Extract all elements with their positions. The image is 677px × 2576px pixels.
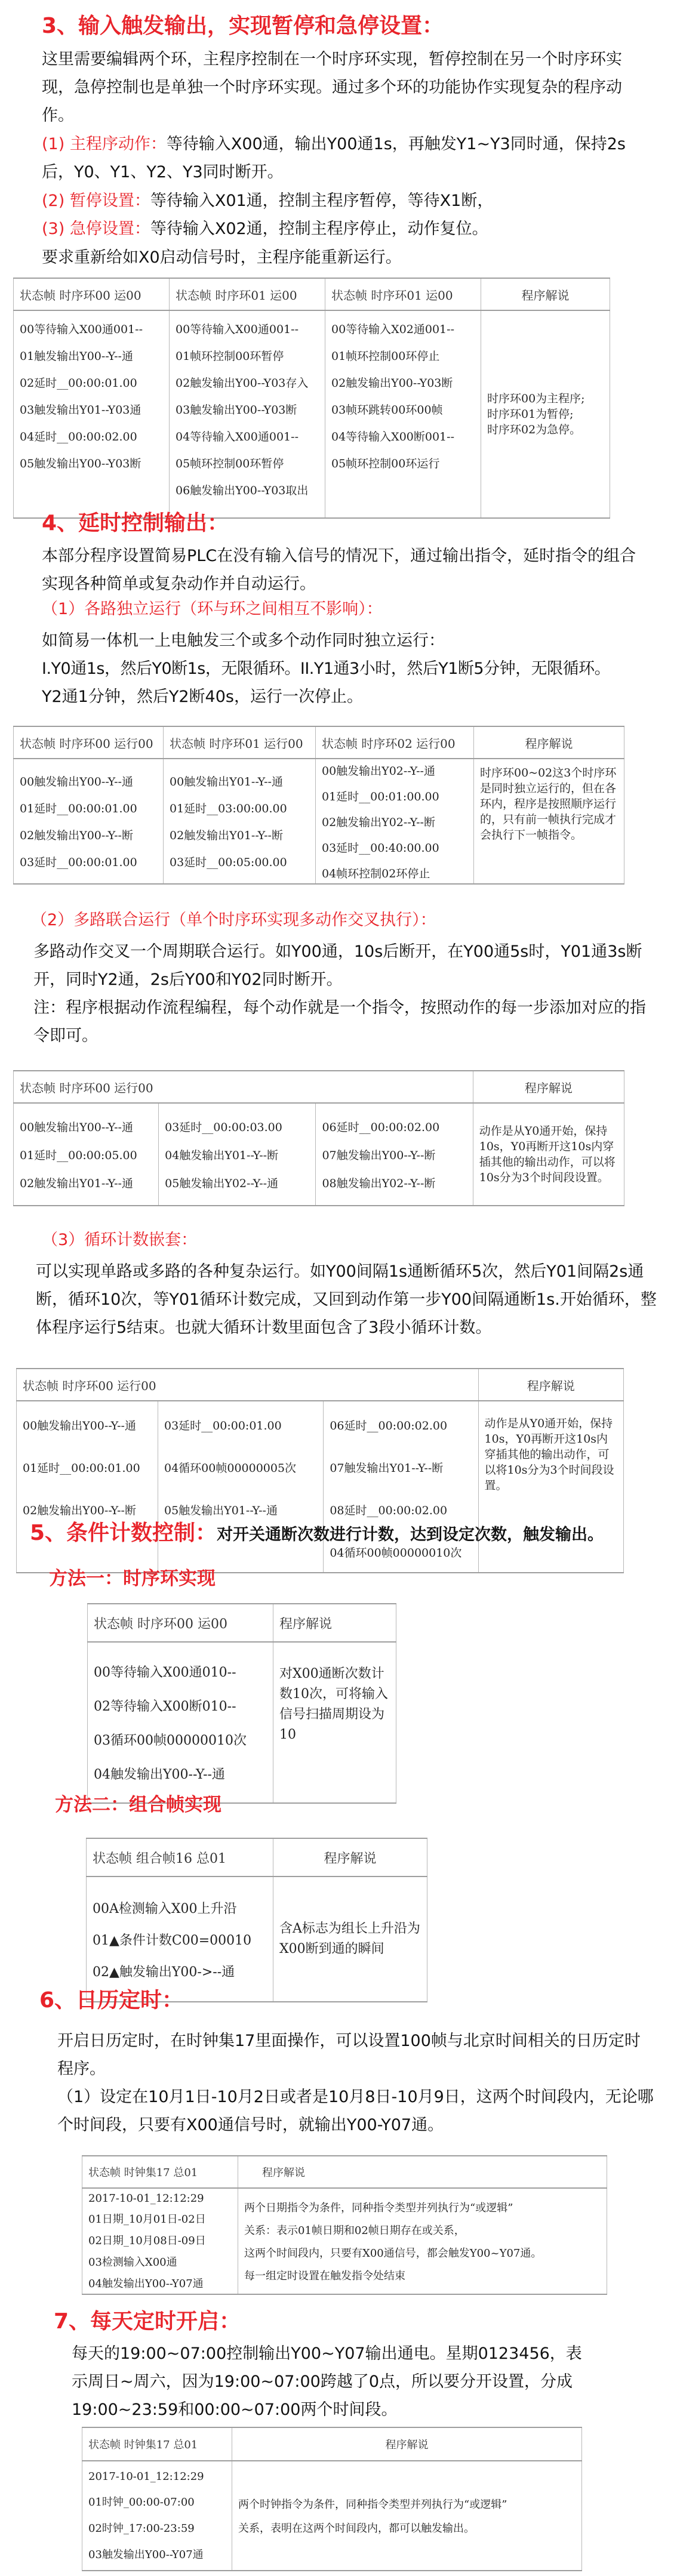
instruction-line: 03触发输出Y00--Y07通 bbox=[88, 2548, 204, 2561]
section-7-table bbox=[82, 2427, 582, 2571]
table-header: 程序解说 bbox=[273, 1604, 396, 1642]
table-header: 程序解说 bbox=[481, 278, 610, 310]
section-7-title: 7、每天定时开启： bbox=[54, 2309, 241, 2334]
instruction-list bbox=[94, 1662, 267, 1783]
instruction-line: 04循环00帧00000005次 bbox=[164, 1462, 297, 1475]
item-2-text: 等待输入X01通，控制主程序暂停，等待X1断， bbox=[150, 192, 494, 210]
method-2-table bbox=[86, 1838, 427, 2002]
instruction-line: 01帧环控制00环停止 bbox=[331, 350, 440, 363]
table-header: 程序解说 bbox=[232, 2427, 582, 2461]
instruction-line: 06延时__00:00:02.00 bbox=[322, 1120, 440, 1134]
instruction-line: 08延时__00:00:02.00 bbox=[330, 1504, 448, 1517]
table-cell bbox=[87, 1876, 273, 2002]
table-cell bbox=[82, 2188, 238, 2294]
instruction-line: 01时钟_00:00-07:00 bbox=[88, 2495, 195, 2509]
instruction-line: 02延时__00:00:01.00 bbox=[20, 377, 137, 390]
instruction-line: 时序环01为暂停; bbox=[487, 408, 574, 421]
item-2-label: (2) 暂停设置： bbox=[42, 192, 150, 210]
instruction-line: 05帧环控制00环暂停 bbox=[176, 457, 284, 470]
instruction-list bbox=[93, 1899, 267, 1980]
instruction-line: 04循环00帧00000010次 bbox=[330, 1546, 462, 1560]
table-header: 程序解说 bbox=[473, 1071, 624, 1103]
instruction-list bbox=[331, 321, 475, 471]
table-header: 程序解说 bbox=[238, 2156, 607, 2188]
instruction-line: 00等待输入X02通001-- bbox=[331, 323, 454, 336]
instruction-line: 02触发输出Y01--Y--断 bbox=[170, 829, 283, 842]
table-header: 程序解说 bbox=[474, 726, 624, 759]
instruction-line: 两个时钟指令为条件，同种指令类型并列执行为“或逻辑” bbox=[238, 2498, 507, 2511]
instruction-line: 02触发输出Y01--Y--通 bbox=[20, 1176, 133, 1190]
table-cell bbox=[232, 2461, 582, 2571]
instruction-list bbox=[88, 2470, 226, 2562]
instruction-line: 02触发输出Y00--Y03断 bbox=[331, 377, 453, 390]
instruction-line: 05触发输出Y01--Y--通 bbox=[164, 1504, 278, 1517]
instruction-line: 03延时__00:00:01.00 bbox=[20, 856, 137, 869]
sub-3-text: 可以实现单路或多路的各种复杂运行。如Y00间隔1s通断循环5次，然后Y01间隔2s通断，循环10次，等Y01循环计数完成，又回到动作第一步Y00间隔通断1s.开始循环，整体程序运行5结束。也就大循环计数里面包含了3段小循环计数。 bbox=[36, 1262, 657, 1337]
instruction-line: 02触发输出Y02--Y--断 bbox=[322, 815, 435, 829]
instruction-line: 时序环02为急停。 bbox=[487, 423, 581, 436]
explain-cell: 含A标志为组长上升沿为X00断到通的瞬间 bbox=[273, 1876, 427, 2002]
instruction-line: 04触发输出Y00--Y07通 bbox=[88, 2277, 204, 2290]
explain-cell: 动作是从Y0通开始，保持10s，Y0再断开这10s内穿插其他的输出动作，可以将10s分为3个时间段设置。 bbox=[478, 1401, 623, 1573]
method-2-title: 方法二：组合帧实现 bbox=[55, 1794, 221, 1816]
table-header: 状态帧 时钟集17 总01 bbox=[82, 2156, 238, 2188]
instruction-line: 02触发输出Y00--Y03存入 bbox=[176, 377, 309, 390]
instruction-line: 00触发输出Y01--Y--通 bbox=[170, 775, 283, 788]
table-header: 状态帧 时序环00 运00 bbox=[14, 278, 170, 310]
instruction-line: 04触发输出Y00--Y--通 bbox=[94, 1767, 225, 1782]
section-3-table bbox=[13, 278, 610, 519]
instruction-line: 00等待输入X00通001-- bbox=[176, 323, 299, 336]
explain-list bbox=[487, 391, 604, 437]
table-cell bbox=[14, 759, 164, 884]
sub-2-note: 注：程序根据动作流程编程，每个动作就是一个指令，按照动作的每一步添加对应的指令即可。 bbox=[33, 999, 646, 1045]
instruction-line: 03延时__00:00:03.00 bbox=[165, 1120, 282, 1134]
instruction-line: 每一组定时设置在触发指令处结束 bbox=[244, 2270, 405, 2282]
section-5-title-red: 5、条件计数控制： bbox=[30, 1521, 217, 1545]
section-3-title: 3、输入触发输出，实现暂停和急停设置： bbox=[42, 14, 444, 38]
instruction-line: 03检测输入X00通 bbox=[88, 2255, 177, 2269]
instruction-line: 02时钟_17:00-23:59 bbox=[88, 2522, 195, 2535]
instruction-line: 06触发输出Y00--Y03取出 bbox=[176, 484, 309, 497]
instruction-list bbox=[20, 321, 163, 471]
instruction-line: 04等待输入X00断001-- bbox=[331, 430, 454, 443]
section-6-title: 6、日历定时： bbox=[39, 1988, 184, 2013]
table-header: 程序解说 bbox=[478, 1369, 623, 1401]
table-header: 状态帧 时序环00 运行00 bbox=[14, 726, 164, 759]
instruction-line: 06延时__00:00:02.00 bbox=[330, 1419, 448, 1432]
table-cell bbox=[481, 310, 610, 518]
section-4-sub-2-title: （2）多路联合运行（单个时序环实现多动作交叉执行）： bbox=[31, 911, 436, 929]
instruction-list bbox=[176, 321, 319, 498]
instruction-line: 00触发输出Y00--Y--通 bbox=[23, 1419, 136, 1432]
section-4-intro: 本部分程序设置简易PLC在没有输入信号的情况下，通过输出指令，延时指令的组合实现各种简单或复杂动作并自动运行。 bbox=[42, 547, 636, 593]
table-cell bbox=[14, 1103, 159, 1206]
section-4-sub-1-title: （1）各路独立运行（环与环之间相互不影响）： bbox=[42, 600, 383, 618]
section-5-title bbox=[30, 1520, 604, 1549]
instruction-line: 01延时__00:00:01.00 bbox=[20, 802, 137, 815]
instruction-line: 2017-10-01_12:12:29 bbox=[88, 2470, 204, 2483]
instruction-line: 02触发输出Y00--Y--断 bbox=[20, 829, 133, 842]
instruction-list bbox=[164, 1417, 317, 1518]
table-header: 状态帧 时序环00 运行00 bbox=[14, 1071, 473, 1103]
instruction-line: 03触发输出Y01--Y03通 bbox=[20, 403, 141, 417]
table-header: 状态帧 组合帧16 总01 bbox=[87, 1838, 273, 1876]
table-cell bbox=[316, 1103, 473, 1206]
instruction-line: 01延时__00:00:05.00 bbox=[20, 1148, 137, 1162]
instruction-list bbox=[20, 1118, 152, 1191]
method-1-title: 方法一：时序环实现 bbox=[49, 1568, 216, 1589]
sub-2-text: 多路动作交叉一个周期联合运行。如Y00通，10s后断开，在Y00通5s时，Y01通3s断开，同时Y2通，2s后Y00和Y02同时断开。 bbox=[33, 942, 642, 989]
instruction-line: 关系，表明在这两个时间段内，都可以触发输出。 bbox=[238, 2522, 475, 2535]
instruction-line: 02等待输入X00断010-- bbox=[94, 1699, 236, 1714]
table-cell bbox=[14, 310, 170, 518]
section-4-sub-1-table bbox=[13, 726, 624, 885]
instruction-line: 02日期_10月08日-09日 bbox=[88, 2234, 206, 2247]
instruction-line: 04触发输出Y01--Y--断 bbox=[165, 1148, 279, 1162]
instruction-list bbox=[322, 1118, 466, 1191]
table-header: 状态帧 时序环00 运行00 bbox=[17, 1369, 479, 1401]
instruction-line: 03延时__00:40:00.00 bbox=[322, 841, 439, 855]
instruction-line: 07触发输出Y01--Y--断 bbox=[330, 1462, 444, 1475]
table-header: 状态帧 时序环00 运00 bbox=[88, 1604, 273, 1642]
instruction-line: 03循环00帧00000010次 bbox=[94, 1733, 247, 1748]
instruction-line: 02触发输出Y00--Y--断 bbox=[23, 1504, 136, 1517]
section-4-title: 4、延时控制输出： bbox=[42, 511, 229, 535]
item-1-label: (1) 主程序动作： bbox=[42, 135, 167, 153]
instruction-line: 04等待输入X00通001-- bbox=[176, 430, 299, 443]
section-3-requirement: 要求重新给如X0启动信号时，主程序能重新运行。 bbox=[42, 248, 402, 267]
instruction-line: 00触发输出Y00--Y--通 bbox=[20, 1120, 133, 1134]
explain-cell: 动作是从Y0通开始，保持10s，Y0再断开这10s内穿插其他的输出动作，可以将10s分为3个时间段设置。 bbox=[473, 1103, 624, 1206]
instruction-line: 01▲条件计数C00=00010 bbox=[93, 1933, 252, 1948]
instruction-line: 2017-10-01_12:12:29 bbox=[88, 2192, 204, 2205]
instruction-line: 03帧环跳转00环00帧 bbox=[331, 403, 443, 417]
instruction-line: 05触发输出Y00--Y03断 bbox=[20, 457, 141, 470]
instruction-line: 03延时__00:00:01.00 bbox=[164, 1419, 282, 1432]
section-3-item-2 bbox=[42, 187, 627, 215]
instruction-line: 07触发输出Y00--Y--断 bbox=[322, 1148, 436, 1162]
table-cell bbox=[159, 1103, 316, 1206]
instruction-list bbox=[88, 2192, 232, 2291]
instruction-line: 04帧环控制02环停止 bbox=[322, 867, 430, 880]
instruction-line: 01延时__00:01:00.00 bbox=[322, 790, 439, 803]
table-header: 状态帧 时序环01 运00 bbox=[170, 278, 325, 310]
instruction-line: 关系：表示01帧日期和02帧日期存在或关系， bbox=[244, 2224, 465, 2237]
instruction-line: 这两个时间段内，只要有X00通信号，都会触发Y00~Y07通。 bbox=[244, 2247, 542, 2260]
section-3-intro: 这里需要编辑两个环，主程序控制在一个时序环实现，暂停控制在另一个时序环实现，急停控制也是单独一个时序环实现。通过多个环的功能协作实现复杂的程序动作。 bbox=[42, 50, 622, 125]
instruction-line: 01帧环控制00环暂停 bbox=[176, 350, 284, 363]
item-3-label: (3) 急停设置： bbox=[42, 220, 150, 238]
instruction-line: 00触发输出Y02--Y--通 bbox=[322, 764, 435, 778]
instruction-line: 01延时__03:00:00.00 bbox=[170, 802, 287, 815]
instruction-list bbox=[23, 1417, 152, 1518]
instruction-line: 01延时__00:00:01.00 bbox=[23, 1462, 140, 1475]
instruction-line: 03延时__00:05:00.00 bbox=[170, 856, 287, 869]
section-7-intro: 每天的19:00~07:00控制输出Y00~Y07输出通电。星期0123456，表示周日~周六，因为19:00~07:00跨越了0点，所以要分开设置，分成19:00~23:59和00:00~07:00两个时间段。 bbox=[72, 2344, 582, 2419]
instruction-line: 01日期_10月01日-02日 bbox=[88, 2213, 206, 2226]
section-5-title-desc: 对开关通断次数进行计数，达到设定次数，触发输出。 bbox=[217, 1526, 604, 1544]
item-1-text: 等待输入X00通，输出Y00通1s，再触发Y1~Y3同时通，保持2s后，Y0、Y1、Y2、Y3同时断开。 bbox=[42, 135, 626, 181]
instruction-line: 05帧环控制00环运行 bbox=[331, 457, 440, 470]
instruction-line: 01触发输出Y00--Y--通 bbox=[20, 350, 133, 363]
section-4-sub-2-table bbox=[13, 1070, 624, 1206]
instruction-line: 时序环00为主程序; bbox=[487, 392, 585, 405]
table-header: 程序解说 bbox=[273, 1838, 427, 1876]
instruction-line: 00等待输入X00通001-- bbox=[20, 323, 143, 336]
table-cell bbox=[88, 1642, 273, 1803]
instruction-line: 08触发输出Y02--Y--断 bbox=[322, 1176, 436, 1190]
explain-cell: 时序环00~02这3个时序环是同时独立运行的，但在各环内，程序是按照顺序运行的，只有前一帧执行完成才会执行下一帧指令。 bbox=[474, 759, 624, 884]
table-cell bbox=[82, 2461, 232, 2571]
item-3-text: 等待输入X02通，控制主程序停止，动作复位。 bbox=[150, 220, 488, 238]
table-header: 状态帧 时序环01 运00 bbox=[325, 278, 481, 310]
table-cell bbox=[325, 310, 481, 518]
instruction-list bbox=[170, 773, 309, 870]
instruction-list bbox=[20, 773, 157, 870]
table-header: 状态帧 时序环02 运行00 bbox=[316, 726, 474, 759]
table-cell bbox=[164, 759, 316, 884]
method-1-table bbox=[87, 1603, 396, 1804]
section-6-intro: 开启日历定时，在时钟集17里面操作，可以设置100帧与北京时间相关的日历定时程序。 bbox=[57, 2032, 641, 2078]
section-3-item-3 bbox=[42, 215, 627, 243]
section-6-item-1: （1）设定在10月1日-10月2日或者是10月8日-10月9日，这两个时间段内，无论哪个时间段，只要有X00通信号时，就输出Y00-Y07通。 bbox=[57, 2088, 654, 2134]
sub-1-line-3: Y2通1分钟，然后Y2断40s，运行一次停止。 bbox=[42, 688, 363, 706]
instruction-line: 00A检测输入X00上升沿 bbox=[93, 1901, 237, 1916]
instruction-line: 04延时__00:00:02.00 bbox=[20, 430, 137, 443]
instruction-line: 00等待输入X00通010-- bbox=[94, 1665, 236, 1680]
instruction-line: 00触发输出Y00--Y--通 bbox=[20, 775, 133, 788]
instruction-line: 03触发输出Y00--Y03断 bbox=[176, 403, 297, 417]
instruction-line: 02▲触发输出Y00->--通 bbox=[93, 1964, 235, 1980]
instruction-line: 两个日期指令为条件，同种指令类型并列执行为“或逻辑” bbox=[244, 2202, 513, 2214]
table-header: 状态帧 时钟集17 总01 bbox=[82, 2427, 232, 2461]
table-header: 状态帧 时序环01 运行00 bbox=[164, 726, 316, 759]
table-cell bbox=[238, 2188, 607, 2294]
sub-1-line-1: 如简易一体机一上电触发三个或多个动作同时独立运行： bbox=[42, 631, 445, 650]
explain-list bbox=[244, 2199, 601, 2283]
sub-1-line-2: I.Y0通1s，然后Y0断1s，无限循环。II.Y1通3小时，然后Y1断5分钟，无限循环。 bbox=[42, 660, 611, 678]
section-4-sub-3-title: （3）循环计数嵌套： bbox=[42, 1231, 198, 1249]
instruction-line: 05触发输出Y02--Y--通 bbox=[165, 1176, 279, 1190]
instruction-list bbox=[322, 762, 467, 881]
instruction-list bbox=[165, 1118, 309, 1191]
explain-list bbox=[238, 2496, 576, 2535]
table-cell bbox=[170, 310, 325, 518]
explain-cell: 对X00通断次数计数10次，可将输入信号扫描周期设为10 bbox=[273, 1642, 396, 1803]
section-6-table bbox=[82, 2155, 607, 2295]
section-3-item-1 bbox=[42, 130, 627, 186]
table-cell bbox=[316, 759, 474, 884]
